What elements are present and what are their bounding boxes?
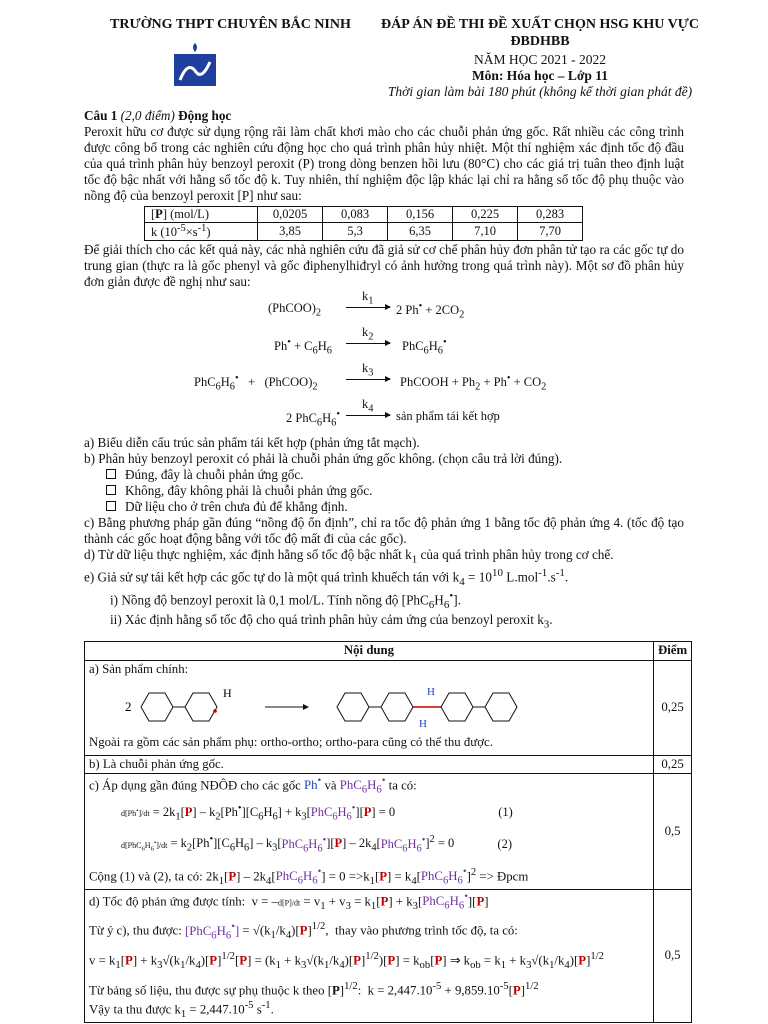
checkbox-icon[interactable]	[106, 501, 116, 511]
equation-1: $d[Ph^•]/dt = 2k_1[P] - k_2[Ph^•][C_6H_6] + k_3[PhC_6H_6^•][P] = 0$ (1)	[121, 803, 513, 823]
question-intro: Peroxit hữu cơ được sử dụng rộng rãi làm chất khơi mào cho các chuỗi phản ứng gốc. Rất nhiều các công trình được công bố trong các nghiên cứu động học cho quá trình phân hủy nhiệt. Một thí nghiệm xác định tốc độ đầu của quá trình phân hủy benzoyl peroxit (P) trong dòng benzen hồi lưu (80°C) cho các giá trị tuân theo định luật tốc độ bậc nhất với hằng số tốc độ k. Tuy nhiên, thí nghiệm độc lập khác lại chỉ ra hằng số tốc độ phụ thuộc vào nồng độ của benzoyl peroxit [P] như sau:	[84, 124, 684, 204]
hydrogen-label: H	[223, 686, 232, 701]
answer-row-d	[85, 889, 692, 1022]
score-c: 0,5	[654, 774, 692, 889]
equation-2: $d[PhC_6H_6^•]/dt = k_2[Ph^•][C_6H_6] - k_3[PhC_6H_6^•][P] - 2k_4[PhC_6H_6^•]^2 = 0$ (2)	[121, 834, 512, 855]
table-cell: 7,10	[453, 222, 518, 240]
reaction-3: $PhC_6H_6^•$ + $(PhCOO)_2$ $k_3$ PhCOOH + $Ph_2 + Ph^• + CO_2$	[194, 360, 547, 393]
answer-d-rate: d) Tốc độ phản ứng được tính: $v = -d[P]/dt = v_1 + v_3 = k_1[P] + k_3[PhC_6H_6^•][P]$	[89, 891, 489, 912]
table-cell: 0,0205	[258, 206, 323, 222]
part-a: a) Biểu diễn cấu trúc sản phẩm tái kết hợp (phản ứng tắt mạch).	[84, 434, 420, 450]
reaction-1: $(PhCOO)_2$ $k_1$ 2 $Ph^• + 2CO_2$	[268, 288, 465, 321]
school-logo	[172, 42, 218, 88]
table-row	[145, 206, 583, 222]
part-d: d) Từ dữ liệu thực nghiệm, xác định hằng số tốc độ bậc nhất $k_1$ của quá trình phân hủy trong cơ chế.	[84, 547, 614, 566]
answer-b: b) Là chuỗi phản ứng gốc.	[85, 755, 654, 774]
answer-row-a	[85, 660, 692, 755]
school-name: TRƯỜNG THPT CHUYÊN BẮC NINH	[110, 17, 351, 32]
col-score-header: Điểm	[654, 642, 692, 661]
recombination-structure-diagram	[89, 677, 649, 735]
table-header	[85, 642, 692, 661]
table-cell: 0,283	[518, 206, 583, 222]
question-heading: Câu 1 (2,0 điểm) Động học	[84, 108, 232, 123]
score-d: 0,5	[654, 889, 692, 1022]
answer-a-label: a) Sản phẩm chính:	[89, 661, 189, 676]
table-cell: 5,3	[323, 222, 388, 240]
part-e-i: i) Nồng độ benzoyl peroxit là 0,1 mol/L. Tính nồng độ $[PhC_6H_6^•]$.	[110, 589, 461, 611]
school-year: NĂM HỌC 2021 - 2022	[473, 52, 606, 67]
score-b: 0,25	[654, 755, 692, 774]
subject: Môn: Hóa học – Lớp 11	[471, 68, 609, 83]
rate-data-table	[144, 206, 583, 242]
checkbox-icon[interactable]	[106, 469, 116, 479]
answer-c-intro: c) Áp dụng gần đúng NĐÔĐ cho các gốc Ph• và $PhC_6H_6^•$ ta có:	[89, 776, 417, 797]
question-body	[84, 108, 684, 632]
option-2[interactable]: Không, đây không phải là chuỗi phản ứng gốc.	[106, 483, 684, 499]
answer-table	[84, 641, 692, 1023]
part-c: c) Bằng phương pháp gần đúng “nồng độ ổn định”, chỉ ra tốc độ phản ứng 1 bằng tốc độ phản ứng 4. (tốc độ tạo thành các gốc hoạt động bằng với tốc độ mất đi của các gốc).	[84, 514, 684, 547]
answer-a-note: Ngoài ra gồm các sản phẩm phụ: ortho-ortho; ortho-para cũng có thể thu được.	[89, 735, 493, 750]
answer-row-c	[85, 774, 692, 889]
option-3[interactable]: Dữ liệu cho ở trên chưa đủ để khẳng định.	[106, 499, 684, 515]
reaction-2: $Ph^• + C_6H_6$ $k_2$ $PhC_6H_6^•$	[274, 324, 447, 357]
exam-time: Thời gian làm bài 180 phút (không kể thời gian phát đề)	[387, 84, 693, 99]
part-e: e) Giả sử sự tái kết hợp các gốc tự do là một quá trình khuếch tán với $k_4 = 10^{10}$ $L.mol^{-1}.s^{-1}$.	[84, 567, 569, 589]
answer-d-fit: Từ bảng số liệu, thu được sự phụ thuộc k theo $[P]^{1/2}$: $k = 2,447.10^{-5} + 9,859.10^{-5}[P]^{1/2}$	[89, 981, 539, 998]
radical-dot-icon	[213, 709, 217, 713]
svg-text:H: H	[427, 686, 435, 699]
answer-d-derivation: $v = k_1[P] + k_3√(k_1/k_4)[P]^{1/2}[P] = (k_1 + k_3√(k_1/k_4)[P]^{1/2})[P] = k_{ob}[P]$ ⇒ $k_{ob} = k_1 + k_3√(k_1/k_4)[P]^{1/2}$	[89, 951, 604, 972]
table-cell: 0,225	[453, 206, 518, 222]
coefficient-label: 2	[125, 699, 132, 715]
reaction-4: 2 $PhC_6H_6^•$ $k_4$ sản phẩm tái kết hợp	[286, 396, 500, 429]
col-content-header: Nội dung	[85, 642, 654, 661]
score-a: 0,25	[654, 660, 692, 755]
answer-d-result: Vậy ta thu được $k_1 = 2,447.10^{-5}$ $s^{-1}$.	[89, 999, 274, 1020]
table-cell: 0,083	[323, 206, 388, 222]
table-cell: 0,156	[388, 206, 453, 222]
mechanism-explanation: Để giải thích cho các kết quả này, các nhà nghiên cứu đã giả sử cơ chế phân hủy đơn phân tử tạo ra các gốc tự do trung gian (thực ra là gốc phenyl và gốc điphenylhiđryl có ảnh hưởng trong quá trình này). Một sơ đồ phân hủy đơn giản được đề nghị như sau:	[84, 242, 684, 290]
answer-c-sum: Cộng (1) và (2), ta có: $2k_1[P] - 2k_4[PhC_6H_6^•] = 0 =>k_1[P] = k_4[PhC_6H_6^•]^2$ => Đpcm	[89, 866, 529, 887]
table-row	[145, 222, 583, 240]
row-label: [P] (mol/L)	[145, 206, 258, 222]
header	[0, 12, 768, 106]
answer-row-b	[85, 755, 692, 774]
answer-d-from-c: Từ ý c), thu được: $[PhC_6H_6^•] = √(k_1/k_4)[P]^{1/2}$, thay vào phương trình tốc độ, ta có:	[89, 921, 518, 942]
svg-text:H: H	[419, 718, 427, 731]
part-e-ii: ii) Xác định hằng số tốc độ cho quá trình phân hủy cảm ứng của benzoyl peroxit $k_3$.	[110, 612, 553, 631]
checkbox-icon[interactable]	[106, 485, 116, 495]
row-label: k $(10^{-5}\times s^{-1})$	[145, 222, 258, 240]
answer-title: ĐÁP ÁN ĐỀ THI ĐỀ XUẤT CHỌN HSG KHU VỰC	[380, 17, 700, 32]
table-cell: 7,70	[518, 222, 583, 240]
table-cell: 3,85	[258, 222, 323, 240]
answer-title-region: ĐBDHBB	[510, 34, 570, 49]
table-cell: 6,35	[388, 222, 453, 240]
part-b: b) Phân hủy benzoyl peroxit có phải là chuỗi phản ứng gốc không. (chọn câu trả lời đúng).	[84, 450, 563, 466]
option-1[interactable]: Đúng, đây là chuỗi phản ứng gốc.	[106, 467, 684, 483]
